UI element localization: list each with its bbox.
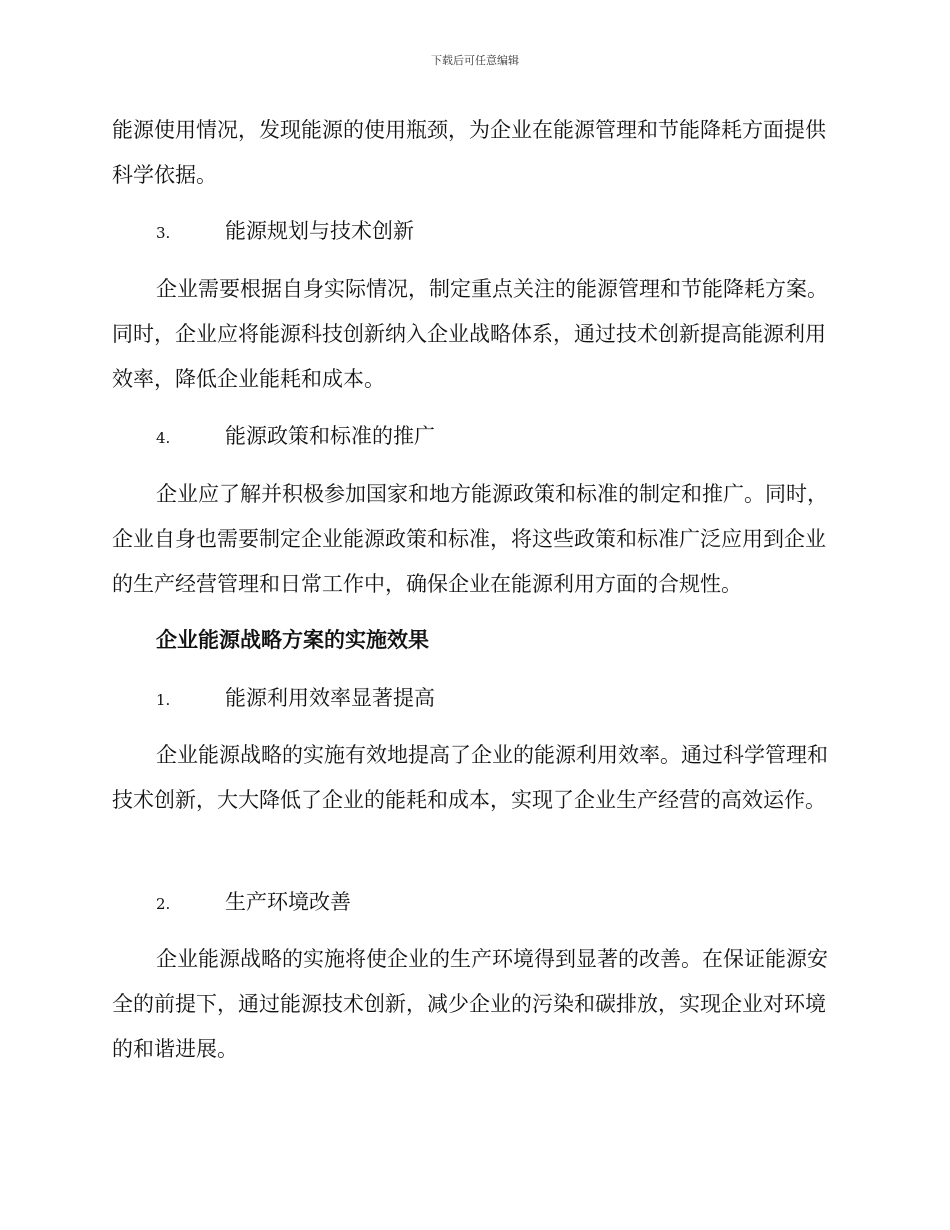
list-item-title: 能源政策和标准的推广 [225,424,435,448]
item3-paragraph: 企业需要根据自身实际情况，制定重点关注的能源管理和节能降耗方案。同时，企业应将能源科技创新纳入企业战略体系，通过技术创新提高能源利用效率，降低企业能耗和成本。 [112,277,828,391]
effect2-paragraph: 企业能源战略的实施将使企业的生产环境得到显著的改善。在保证能源安全的前提下，通过能源技术创新，减少企业的污染和碳排放，实现企业对环境的和谐进展。 [112,947,828,1061]
page-header-note: 下载后可任意编辑 [431,54,519,67]
section-heading: 企业能源战略方案的实施效果 [156,628,429,652]
list-item-number: 3. [156,224,171,242]
list-item-number: 4. [156,429,171,447]
effect1-paragraph: 企业能源战略的实施有效地提高了企业的能源利用效率。通过科学管理和技术创新，大大降低了企业的能耗和成本，实现了企业生产经营的高效运作。 [112,743,828,812]
list-item-title: 生产环境改善 [225,890,351,914]
intro-paragraph: 能源使用情况，发现能源的使用瓶颈，为企业在能源管理和节能降耗方面提供科学依据。 [112,118,826,187]
list-item-title: 能源利用效率显著提高 [225,686,435,710]
list-item-title: 能源规划与技术创新 [225,219,414,243]
list-item-number: 2. [156,895,171,913]
list-item-number: 1. [156,691,171,709]
item4-paragraph: 企业应了解并积极参加国家和地方能源政策和标准的制定和推广。同时，企业自身也需要制定企业能源政策和标准，将这些政策和标准广泛应用到企业的生产经营管理和日常工作中，确保企业在能源利用方面的合规性。 [112,482,828,596]
